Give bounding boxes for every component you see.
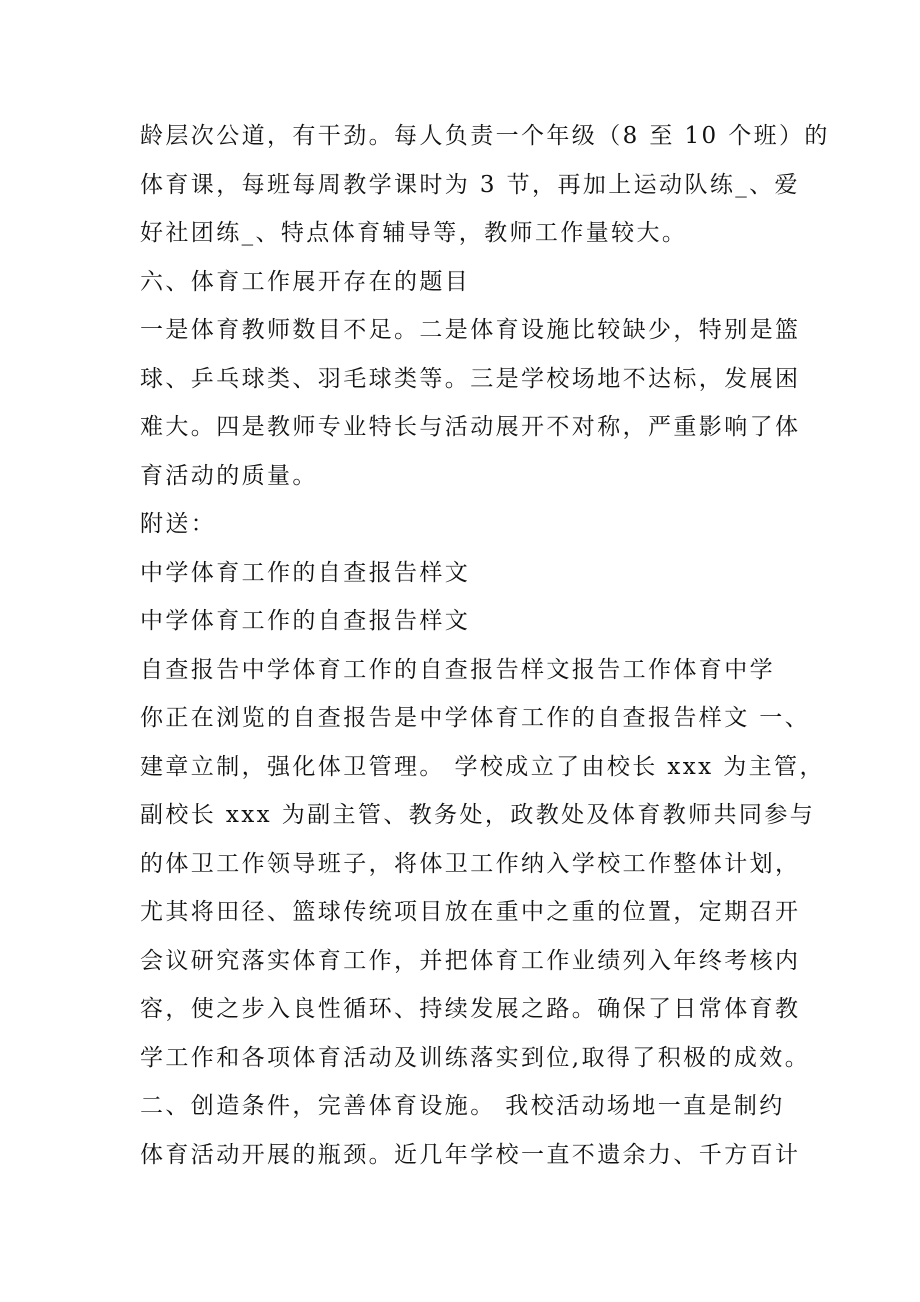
text-line: 自查报告中学体育工作的自查报告样文报告工作体育中学 [140, 656, 775, 683]
text-line: 学工作和各项体育活动及训练落实到位,取得了积极的成效。 [140, 1044, 811, 1071]
text-line: 二、创造条件，完善体育设施。 我校活动场地一直是制约 [140, 1093, 785, 1119]
appendix-label: 附送： [140, 511, 217, 537]
appendix-title: 中学体育工作的自查报告样文 [140, 608, 471, 634]
appendix-title: 中学体育工作的自查报告样文 [140, 559, 471, 586]
text-line: 体育课，每班每周教学课时为 3 节，再加上运动队练_、爱 [140, 171, 800, 198]
text-line: 好社团练_、特点体育辅导等，教师工作量较大。 [140, 220, 688, 246]
text-line: 建章立制，强化体卫管理。 学校成立了由校长 xxx 为主管， [140, 753, 825, 780]
document-body [140, 112, 830, 1179]
text-line: 难大。四是教师专业特长与活动展开不对称，严重影响了体 [140, 414, 801, 440]
section-heading: 六、体育工作展开存在的题目 [140, 268, 471, 295]
text-line: 容，使之步入良性循环、持续发展之路。确保了日常体育教 [140, 996, 801, 1022]
text-line: 体育活动开展的瓶颈。近几年学校一直不遗余力、千方百计 [140, 1141, 801, 1168]
text-line: 育活动的质量。 [140, 462, 318, 489]
text-line: 龄层次公道，有干劲。每人负责一个年级（8 至 10 个班）的 [140, 123, 830, 149]
text-line: 会议研究落实体育工作，并把体育工作业绩列入年终考核内 [140, 947, 801, 974]
text-line: 一是体育教师数目不足。二是体育设施比较缺少，特别是篮 [140, 317, 801, 343]
text-line: 尤其将田径、篮球传统项目放在重中之重的位置，定期召开 [140, 899, 801, 925]
text-line: 你正在浏览的自查报告是中学体育工作的自查报告样文 一、 [140, 705, 811, 731]
text-line: 的体卫工作领导班子，将体卫工作纳入学校工作整体计划， [140, 850, 801, 877]
text-line: 副校长 xxx 为副主管、教务处，政教处及体育教师共同参与 [140, 802, 816, 828]
text-line: 球、乒乓球类、羽毛球类等。三是学校场地不达标，发展困 [140, 365, 801, 392]
